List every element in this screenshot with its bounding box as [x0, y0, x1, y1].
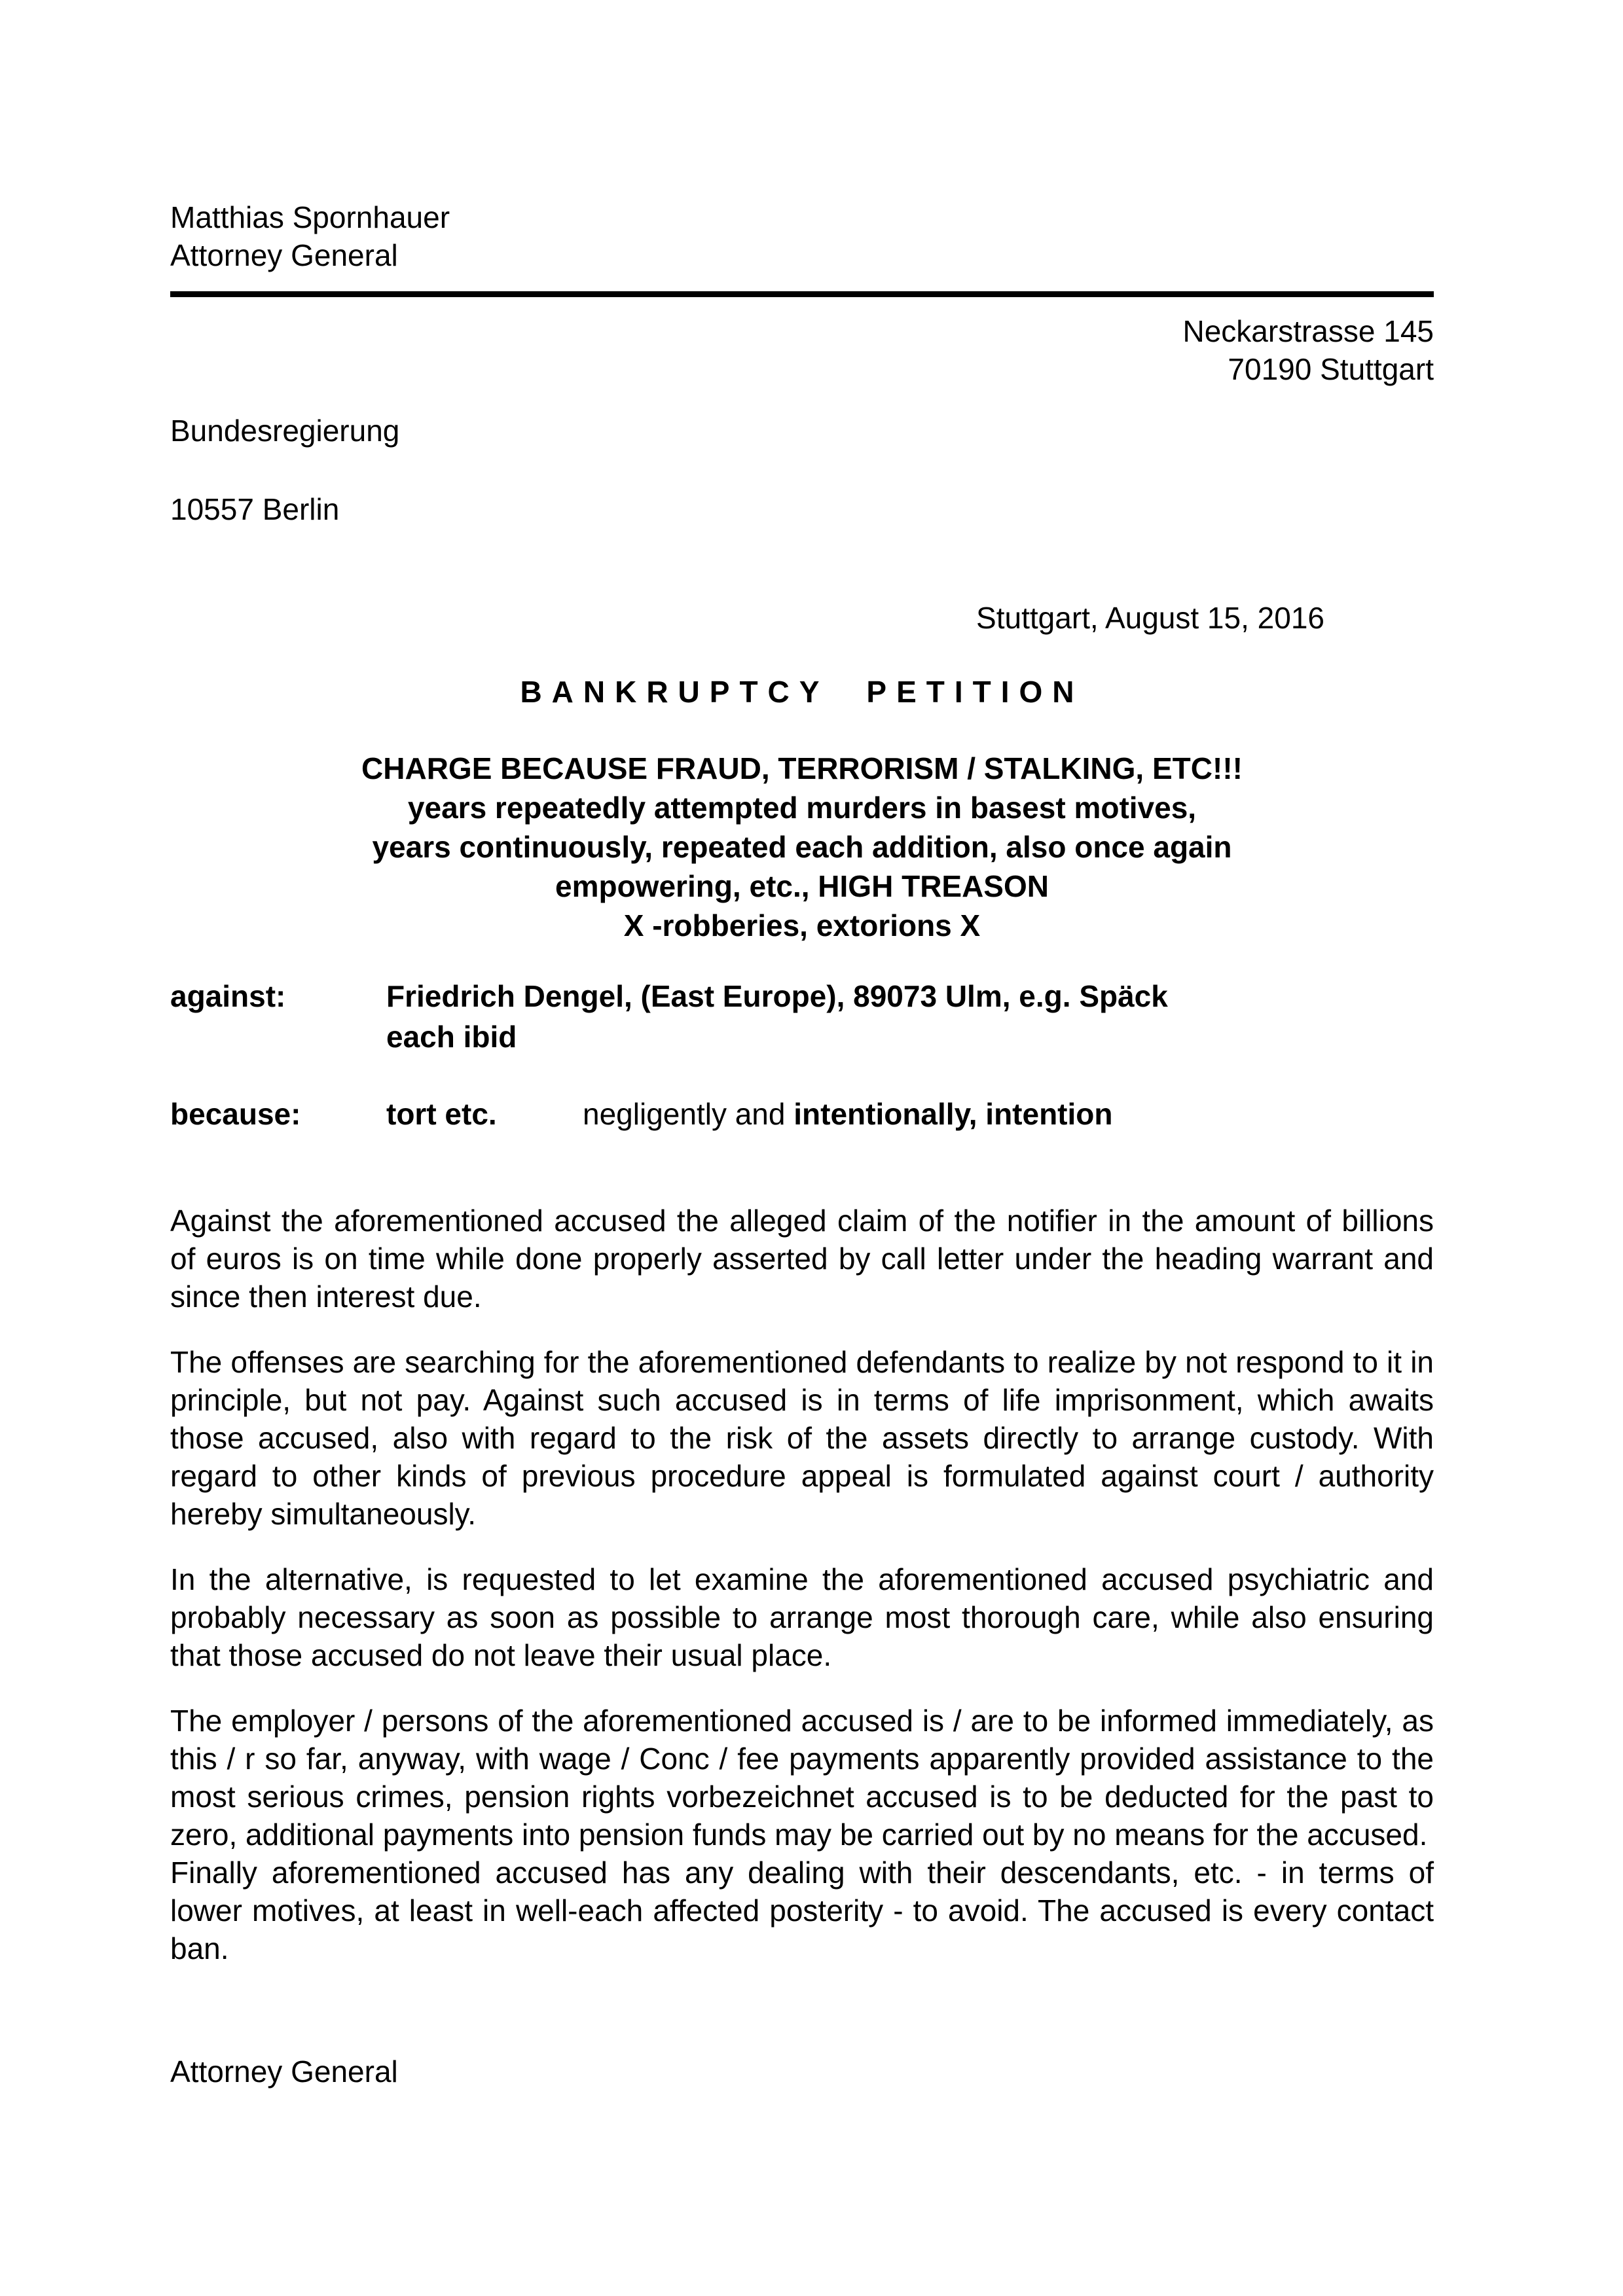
sender-block: [170, 198, 1434, 274]
body-paragraph-2: The offenses are searching for the aforementioned defendants to realize by not respond to it in principle, but not pay. Against such accused is in terms of life imprisonment, which awaits those accused, also with regard to the risk of the assets directly to arrange custody. With regard to other kinds of previous procedure appeal is formulated against court / authority hereby simultaneously.: [170, 1345, 1434, 1531]
closing-signature: Attorney General: [170, 2054, 398, 2089]
because-plain: negligently and: [583, 1097, 794, 1131]
charge-block: [170, 749, 1434, 945]
against-row: [170, 976, 1434, 1057]
against-label: against:: [170, 979, 286, 1013]
recipient-city: 10557 Berlin: [170, 492, 340, 526]
body-paragraph-1: Against the aforementioned accused the alleged claim of the notifier in the amount of billions of euros is on time while done properly asserted by call letter under the heading warrant and since then interest due.: [170, 1204, 1434, 1314]
sender-address: [170, 312, 1434, 388]
dateline: Stuttgart, August 15, 2016: [976, 601, 1324, 635]
body-paragraph-5: Finally aforementioned accused has any dealing with their descendants, etc. - in terms of lower motives, at least in well-each affected posterity - to avoid. The accused is every contact ban.: [170, 1856, 1434, 1965]
body-paragraph-3: In the alternative, is requested to let examine the aforementioned accused psychiatric and probably necessary as soon as possible to arrange most thorough care, while also ensuring that those accused do not leave their usual place.: [170, 1562, 1434, 1672]
because-tort: tort etc.: [386, 1097, 497, 1131]
body-paragraph-4: The employer / persons of the aforementioned accused is / are to be informed immediately, as this / r so far, anyway, with wage / Conc / fee payments apparently provided assistance to the most serious crimes, pension rights vorbezeichnet accused is to be deducted for the past to zero, additional payments into pension funds may be carried out by no means for the accused.: [170, 1704, 1434, 1852]
against-value: [386, 976, 1434, 1057]
document-title: BANKRUPTCY PETITION: [520, 675, 1084, 709]
recipient-name: Bundesregierung: [170, 414, 400, 448]
header-rule: [170, 291, 1434, 297]
charge-line-5: X -robberies, extorions X: [623, 908, 981, 942]
charge-line-3: years continuously, repeated each addition, also once again: [372, 830, 1232, 864]
sender-name: Matthias Spornhauer: [170, 200, 450, 234]
sender-city: 70190 Stuttgart: [1228, 352, 1434, 386]
sender-street: Neckarstrasse 145: [1182, 314, 1434, 348]
because-label: because:: [170, 1097, 301, 1131]
charge-line-2: years repeatedly attempted murders in basest motives,: [407, 791, 1197, 825]
charge-line-4: empowering, etc., HIGH TREASON: [555, 869, 1049, 903]
sender-title: Attorney General: [170, 238, 398, 272]
because-row: [170, 1095, 1434, 1133]
against-defendant: Friedrich Dengel, (East Europe), 89073 Ulm, e.g. Späck: [386, 979, 1168, 1013]
because-value: [386, 1095, 1434, 1133]
because-bold: intentionally, intention: [793, 1097, 1113, 1131]
against-defendant-2: each ibid: [386, 1020, 517, 1054]
charge-line-1: CHARGE BECAUSE FRAUD, TERRORISM / STALKING, ETC!!!: [361, 751, 1243, 785]
